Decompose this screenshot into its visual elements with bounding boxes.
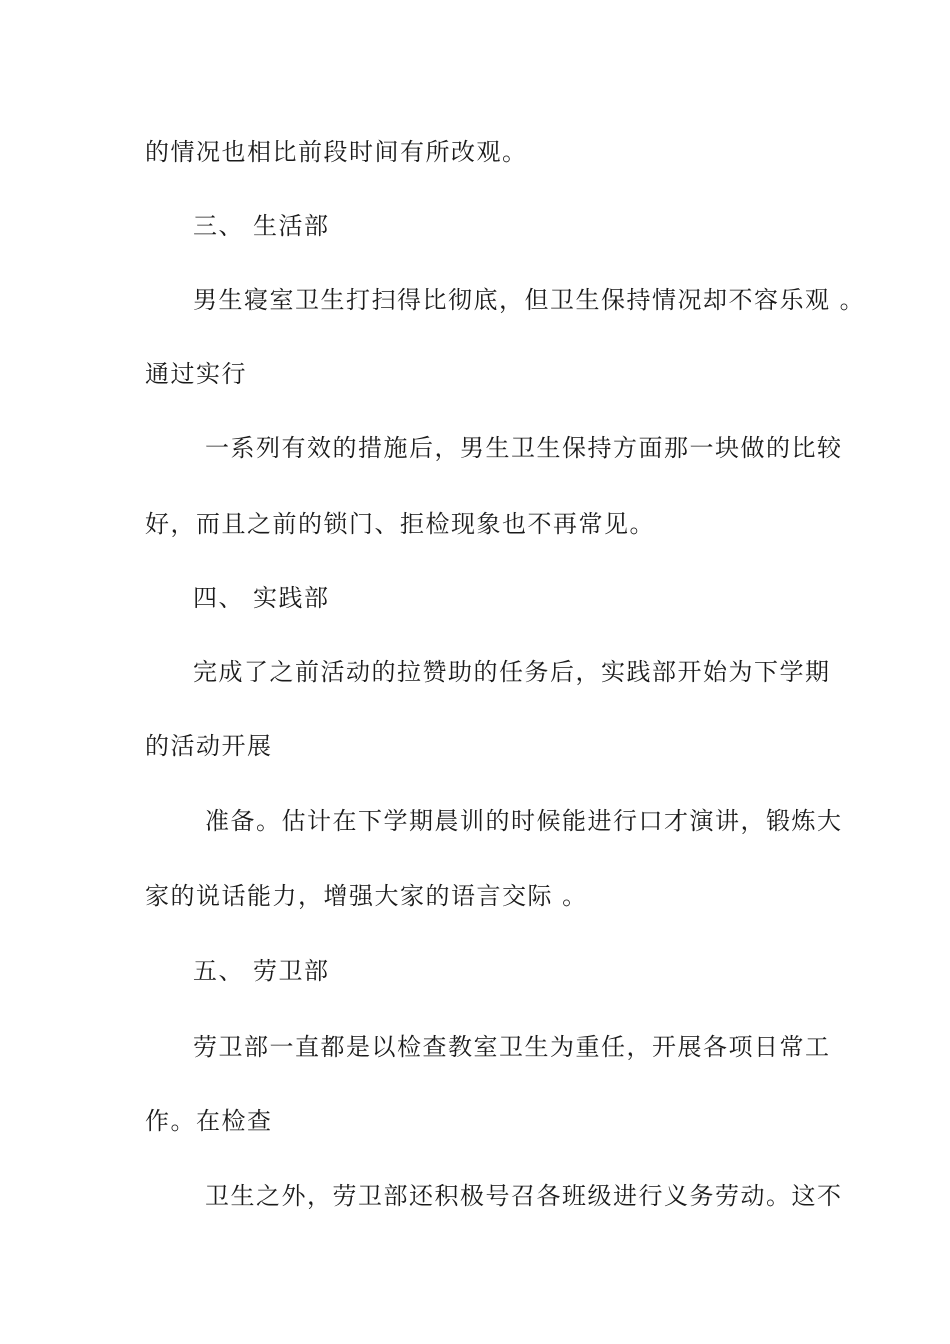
section-number: 四、 [193,584,244,612]
paragraph-line: 的活动开展 [145,732,273,760]
paragraph-line: 劳卫部一直都是以检查教室卫生为重任，开展各项日常工 [193,1033,831,1061]
section-heading-shenghuo [0,210,950,242]
paragraph-line: 卫生之外，劳卫部还积极号召各班级进行义务劳动。这不 [205,1182,843,1210]
section-number: 五、 [193,957,244,985]
paragraph-line: 一系列有效的措施后，男生卫生保持方面那一块做的比较 [205,434,843,462]
section-title: 劳卫部 [253,957,330,985]
section-title: 生活部 [253,212,330,240]
section-heading-shijian [0,582,950,614]
section-heading-laowei [0,955,950,987]
paragraph-line: 完成了之前活动的拉赞助的任务后，实践部开始为下学期 [193,658,831,686]
paragraph-line: 的情况也相比前段时间有所改观。 [145,138,528,166]
paragraph-line: 家的说话能力，增强大家的语言交际 。 [145,882,588,910]
paragraph-line: 准备。估计在下学期晨训的时候能进行口才演讲，锻炼大 [205,807,843,835]
paragraph-line: 作。在检查 [145,1107,273,1135]
section-number: 三、 [193,212,244,240]
paragraph-line: 通过实行 [145,360,247,388]
paragraph-line: 男生寝室卫生打扫得比彻底，但卫生保持情况却不容乐观 。 [193,286,866,314]
paragraph-line: 好，而且之前的锁门、拒检现象也不再常见。 [145,510,655,538]
section-title: 实践部 [253,584,330,612]
